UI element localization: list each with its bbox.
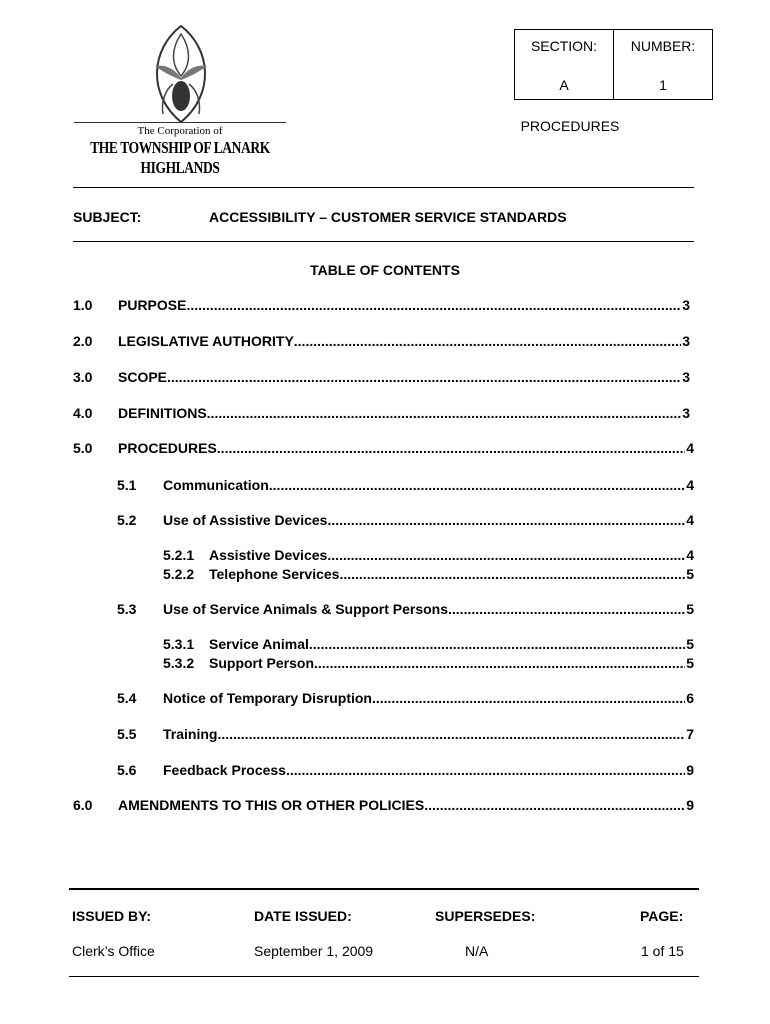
rule-top: [73, 187, 694, 188]
toc-row[interactable]: [117, 762, 694, 778]
toc-title-text: Service Animal: [209, 636, 309, 652]
toc-page: 4: [686, 477, 694, 493]
number-label: NUMBER:: [630, 38, 696, 54]
toc-row[interactable]: [73, 297, 690, 313]
rule-subject: [73, 241, 694, 242]
toc-title-text: AMENDMENTS TO THIS OR OTHER POLICIES: [118, 797, 425, 813]
toc-row[interactable]: [117, 477, 694, 493]
toc-title-text: SCOPE: [118, 369, 168, 385]
page-value: 1 of 15: [641, 943, 684, 959]
page-label: PAGE:: [640, 908, 684, 924]
subject-title: ACCESSIBILITY – CUSTOMER SERVICE STANDARDS: [209, 209, 567, 225]
date-issued-label: DATE ISSUED:: [254, 908, 352, 924]
toc-row[interactable]: [117, 601, 694, 617]
toc-page: 9: [686, 762, 694, 778]
toc-title-text: Assistive Devices: [209, 547, 328, 563]
toc-title-text: Training: [163, 726, 218, 742]
toc-num: 5.2: [117, 512, 137, 528]
toc-row[interactable]: [163, 547, 694, 563]
toc-num: 5.3.1: [163, 636, 195, 652]
section-value: A: [559, 77, 569, 93]
toc-num: 3.0: [73, 369, 93, 385]
toc-page: 4: [686, 440, 694, 456]
section-number-box: [514, 29, 713, 100]
toc-page: 5: [686, 566, 694, 582]
date-issued-value: September 1, 2009: [254, 943, 374, 959]
toc-title-text: Telephone Services: [209, 566, 340, 582]
toc-page: 5: [686, 655, 694, 671]
toc-row[interactable]: [73, 369, 690, 385]
toc-num: 5.2.1: [163, 547, 195, 563]
toc-page: 3: [682, 369, 690, 385]
toc-row[interactable]: [163, 655, 694, 671]
toc-num: 5.6: [117, 762, 137, 778]
toc-title-text: Communication: [163, 477, 269, 493]
toc-row[interactable]: [73, 333, 690, 349]
toc-num: 1.0: [73, 297, 93, 313]
toc-title-text: Use of Assistive Devices: [163, 512, 328, 528]
toc-page: 4: [686, 547, 694, 563]
toc-num: 5.3.2: [163, 655, 195, 671]
toc-num: 5.2.2: [163, 566, 195, 582]
toc-title-text: LEGISLATIVE AUTHORITY: [118, 333, 294, 349]
toc-title-text: Feedback Process: [163, 762, 286, 778]
rule-footer-bottom: [69, 976, 699, 977]
toc-num: 5.1: [117, 477, 137, 493]
toc-row[interactable]: [73, 797, 694, 813]
toc-row[interactable]: [117, 726, 694, 742]
toc-row[interactable]: [73, 405, 690, 421]
rule-footer-top: [69, 888, 699, 890]
toc-page: 5: [686, 601, 694, 617]
toc-page: 3: [682, 297, 690, 313]
township-logo: [74, 24, 288, 177]
toc-row[interactable]: [163, 566, 694, 582]
toc-page: 4: [686, 512, 694, 528]
toc-row[interactable]: [163, 636, 694, 652]
logo-line1: The Corporation of: [137, 125, 223, 137]
document-category: PROCEDURES: [520, 118, 620, 134]
toc-page: 9: [686, 797, 694, 813]
toc-page: 6: [686, 690, 694, 706]
toc-title-text: PROCEDURES: [118, 440, 217, 456]
toc-row[interactable]: [117, 690, 694, 706]
toc-row[interactable]: [117, 512, 694, 528]
logo-line2: THE TOWNSHIP OF LANARK HIGHLANDS: [90, 138, 270, 177]
section-label: SECTION:: [530, 38, 598, 54]
toc-row[interactable]: [73, 440, 694, 456]
lady-slipper-emblem-icon: [141, 24, 221, 124]
issued-by-label: ISSUED BY:: [72, 908, 152, 924]
toc-page: 7: [686, 726, 694, 742]
toc-title-text: Use of Service Animals & Support Persons: [163, 601, 449, 617]
toc-title-text: PURPOSE: [118, 297, 187, 313]
toc-page: 3: [682, 405, 690, 421]
number-value: 1: [659, 77, 667, 93]
toc-title-text: Support Person: [209, 655, 315, 671]
toc-title-text: Notice of Temporary Disruption: [163, 690, 372, 706]
toc-num: 6.0: [73, 797, 93, 813]
toc-num: 4.0: [73, 405, 93, 421]
supersedes-value: N/A: [465, 943, 489, 959]
toc-title-text: DEFINITIONS: [118, 405, 207, 421]
toc-title: TABLE OF CONTENTS: [310, 262, 460, 278]
issued-by-value: Clerk’s Office: [72, 943, 155, 959]
supersedes-label: SUPERSEDES:: [435, 908, 536, 924]
toc-num: 2.0: [73, 333, 93, 349]
toc-num: 5.5: [117, 726, 137, 742]
toc-num: 5.0: [73, 440, 93, 456]
toc-page: 5: [686, 636, 694, 652]
toc-page: 3: [682, 333, 690, 349]
toc-num: 5.4: [117, 690, 137, 706]
toc-num: 5.3: [117, 601, 137, 617]
subject-label: SUBJECT:: [73, 209, 142, 225]
